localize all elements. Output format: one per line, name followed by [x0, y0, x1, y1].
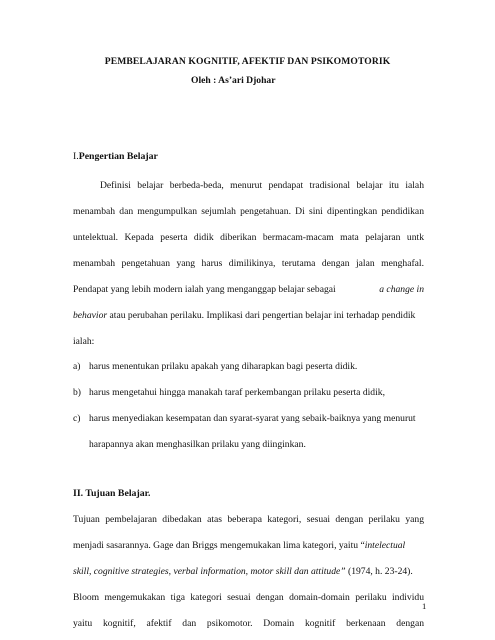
paragraph-2-line-5: yaitu kognitif, afektif dan psikomotor. Domain kognitif berkenaan dengan: [73, 618, 424, 629]
page-number: 1: [422, 601, 427, 611]
document-title: PEMBELAJARAN KOGNITIF, AFEKTIF DAN PSIKOMOTORIK: [104, 56, 391, 67]
paragraph-1-line-5: [73, 284, 424, 296]
paragraph-2-line-4: Bloom mengemukakan tiga kategori sesuai dengan domain-domain perilaku individu: [73, 592, 424, 603]
paragraph-1-line-1: Definisi belajar berbeda-beda, menurut pendapat tradisional belajar itu ialah: [100, 180, 424, 191]
paragraph-1-line-6-italic: behavior: [73, 310, 108, 321]
list-item-a-marker: a): [73, 361, 81, 372]
list-item-b-marker: b): [73, 387, 81, 398]
list-item-c-continuation: harapannya akan menghasilkan prilaku yang diinginkan.: [89, 439, 306, 450]
section-1-heading: [73, 151, 158, 162]
list-item-b-text: harus mengetahui hingga manakah taraf perkembangan prilaku peserta didik,: [89, 387, 385, 398]
paragraph-2-line-1: Tujuan pembelajaran dibedakan atas beberapa kategori, sesuai dengan perilaku yang: [73, 514, 424, 525]
paragraph-2-line-3: [73, 566, 424, 578]
document-author: Oleh : As’ari Djohar: [191, 75, 276, 86]
paragraph-2-line-3-italic: skill, cognitive strategies, verbal information, motor skill dan attitude”: [73, 566, 346, 577]
paragraph-1-line-6: [73, 310, 424, 322]
section-1-title: Pengertian Belajar: [78, 151, 158, 162]
paragraph-1-line-2: menambah dan mengumpulkan sejumlah pengetahuan. Di sini dipentingkan pendidikan: [73, 206, 424, 217]
section-2-title: II. Tujuan Belajar.: [73, 488, 151, 499]
paragraph-1-line-6-text: atau perubahan perilaku. Implikasi dari pengertian belajar ini terhadap pendidik: [109, 310, 416, 321]
list-item-c-marker: c): [73, 413, 81, 424]
paragraph-2-line-2: [73, 540, 424, 552]
paragraph-2-line-3-text: (1974, h. 23-24).: [345, 566, 413, 577]
list-item-a-text: harus menentukan prilaku apakah yang diharapkan bagi peserta didik.: [89, 361, 358, 372]
paragraph-1-line-5-text: Pendapat yang lebih modern ialah yang menganggap belajar sebagai: [73, 284, 336, 295]
list-item-c-text: harus menyediakan kesempatan dan syarat-syarat yang sebaik-baiknya yang menurut: [89, 413, 416, 424]
paragraph-1-line-3: untelektual. Kepada peserta didik diberikan bermacam-macam mata pelajaran untk: [73, 232, 424, 243]
section-2-heading: [73, 488, 151, 499]
paragraph-1-line-5-italic: a change in: [379, 284, 424, 295]
paragraph-2-line-2-text: menjadi sasarannya. Gage dan Briggs mengemukakan lima kategori, yaitu “: [73, 540, 365, 551]
paragraph-2-line-2-italic: intelectual: [364, 540, 406, 551]
paragraph-1-line-4: menambah pengetahuan yang harus dimilikinya, terutama dengan jalan menghafal.: [73, 258, 424, 269]
paragraph-1-line-7: ialah:: [73, 336, 95, 347]
section-1-number: I.: [73, 151, 79, 162]
